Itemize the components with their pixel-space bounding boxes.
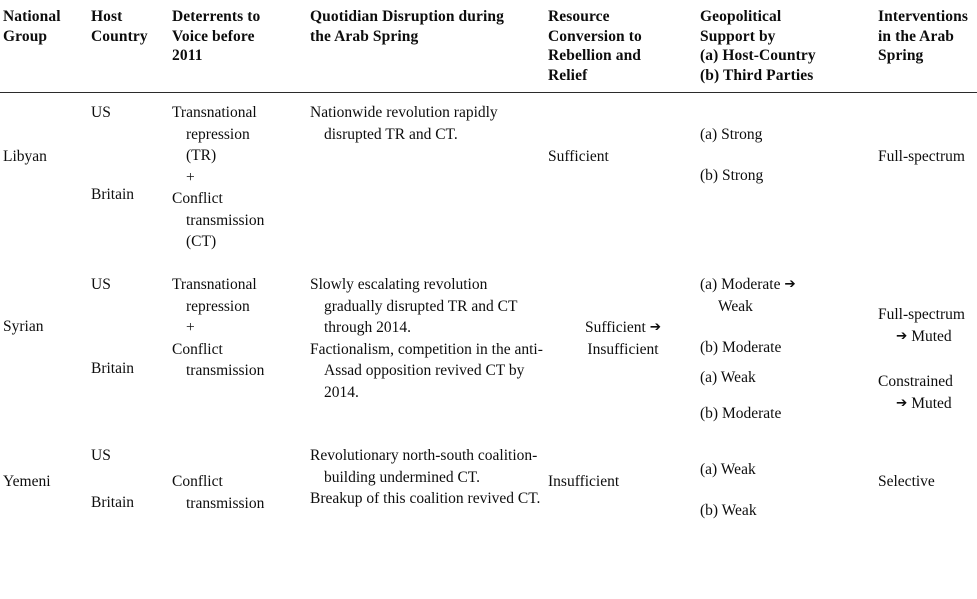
cell-host-country-us: US xyxy=(91,104,111,121)
deterrents-line: Conflict xyxy=(172,340,223,358)
cell-resource-conversion: Insufficient xyxy=(548,473,620,490)
cell-host-country-us: US xyxy=(91,447,111,464)
header-line: 2011 xyxy=(172,47,203,64)
cell-quotidian-disruption xyxy=(310,445,546,510)
header-line: Resource xyxy=(548,8,610,25)
table-row xyxy=(0,263,977,433)
column-header-interventions xyxy=(878,7,977,66)
deterrents-line: Transnational xyxy=(172,104,257,121)
header-line: National xyxy=(3,8,61,25)
cell-national-group: Yemeni xyxy=(3,473,51,490)
cell-interventions-primary xyxy=(878,304,977,347)
header-line: Group xyxy=(3,27,48,45)
header-line: Interventions xyxy=(878,8,968,25)
cell-resource-conversion xyxy=(548,317,698,360)
quotidian-paragraph: Breakup of this coalition revived CT. xyxy=(310,490,541,507)
deterrents-line: Transnational xyxy=(172,276,257,293)
quotidian-paragraph: Slowly escalating revolution gradually disrupted TR and CT through 2014. xyxy=(310,276,518,336)
interventions-line: Constrained xyxy=(878,373,953,390)
arrow-icon: ➔ xyxy=(896,394,908,411)
deterrents-line: Conflict xyxy=(172,190,223,207)
deterrents-line: repression xyxy=(186,297,250,315)
cell-geopolitical-third-parties: (b) Moderate xyxy=(700,339,782,356)
cell-interventions: Full-spectrum xyxy=(878,148,965,165)
deterrents-line: transmission xyxy=(186,211,265,229)
deterrents-line: repression xyxy=(186,125,250,143)
deterrents-line: + xyxy=(186,168,195,186)
cell-geopolitical-host-country-2: (a) Weak xyxy=(700,369,756,386)
interventions-line: Full-spectrum xyxy=(878,306,965,323)
header-line: Host xyxy=(91,8,123,25)
deterrents-line: transmission xyxy=(186,494,265,512)
header-line: in the Arab xyxy=(878,27,955,45)
deterrents-line: (TR) xyxy=(186,147,217,164)
header-line: Support by xyxy=(700,27,776,45)
header-line: (a) Host-Country xyxy=(700,47,816,64)
quotidian-paragraph: Nationwide revolution rapidly disrupted TR and CT. xyxy=(310,104,498,143)
cell-geopolitical-host-country: (a) Strong xyxy=(700,126,763,143)
cell-host-country-britain: Britain xyxy=(91,360,135,377)
column-header-resource-conversion xyxy=(548,7,696,85)
table-header xyxy=(0,0,977,93)
header-line: Country xyxy=(91,27,148,45)
cell-host-country-britain: Britain xyxy=(91,494,135,511)
cell-interventions: Selective xyxy=(878,473,935,490)
cell-interventions-secondary xyxy=(878,371,977,414)
arrow-icon: ➔ xyxy=(896,327,908,344)
column-header-host-country xyxy=(91,7,169,46)
cell-resource-conversion: Sufficient xyxy=(548,148,609,165)
table-row xyxy=(0,93,977,263)
deterrents-line: transmission xyxy=(186,362,265,379)
arrow-icon: ➔ xyxy=(784,276,796,292)
header-line: Conversion to xyxy=(548,27,642,45)
cell-national-group: Libyan xyxy=(3,148,47,165)
cell-host-country-britain: Britain xyxy=(91,186,135,203)
deterrents-line: (CT) xyxy=(186,233,217,250)
cell-geopolitical-third-parties: (b) Weak xyxy=(700,502,757,519)
column-header-quotidian-disruption xyxy=(310,7,542,46)
interventions-line: ➔ Muted xyxy=(896,327,952,345)
interventions-line: ➔ Muted xyxy=(896,394,952,412)
column-header-geopolitical-support xyxy=(700,7,874,85)
quotidian-paragraph: Revolutionary north-south coalition-building undermined CT. xyxy=(310,447,538,486)
header-line: Rebellion and xyxy=(548,47,642,64)
header-line: Geopolitical xyxy=(700,8,782,25)
column-header-deterrents-to-voice xyxy=(172,7,304,66)
cell-host-country-us: US xyxy=(91,276,111,293)
cell-geopolitical-host-country xyxy=(700,274,876,317)
column-header-national-group xyxy=(3,7,87,46)
cell-geopolitical-third-parties-2: (b) Moderate xyxy=(700,405,782,422)
cell-quotidian-disruption xyxy=(310,102,546,145)
header-line: the Arab Spring xyxy=(310,27,419,45)
table-row xyxy=(0,433,977,599)
header-line: (b) Third Parties xyxy=(700,66,814,84)
geopolitical-line: Weak xyxy=(718,297,753,315)
header-line: Voice before xyxy=(172,27,255,45)
cell-deterrents xyxy=(172,471,304,514)
cell-geopolitical-third-parties: (b) Strong xyxy=(700,167,764,184)
arrow-icon: ➔ xyxy=(649,319,662,335)
cell-deterrents xyxy=(172,274,304,382)
cell-national-group: Syrian xyxy=(3,318,44,335)
deterrents-line: + xyxy=(186,319,195,336)
cell-quotidian-disruption xyxy=(310,274,546,403)
resource-line: Insufficient xyxy=(587,340,659,358)
header-line: Quotidian Disruption during xyxy=(310,8,504,25)
resource-line: Sufficient ➔ xyxy=(584,319,662,336)
header-line: Spring xyxy=(878,47,924,64)
header-line: Deterrents to xyxy=(172,8,261,25)
header-line: Relief xyxy=(548,66,588,84)
deterrents-line: Conflict xyxy=(172,473,223,490)
quotidian-paragraph: Factionalism, competition in the anti-Assad opposition revived CT by 2014. xyxy=(310,340,543,401)
cell-deterrents xyxy=(172,102,304,253)
geopolitical-line: (a) Moderate ➔ xyxy=(700,276,796,293)
cell-geopolitical-host-country: (a) Weak xyxy=(700,461,756,478)
